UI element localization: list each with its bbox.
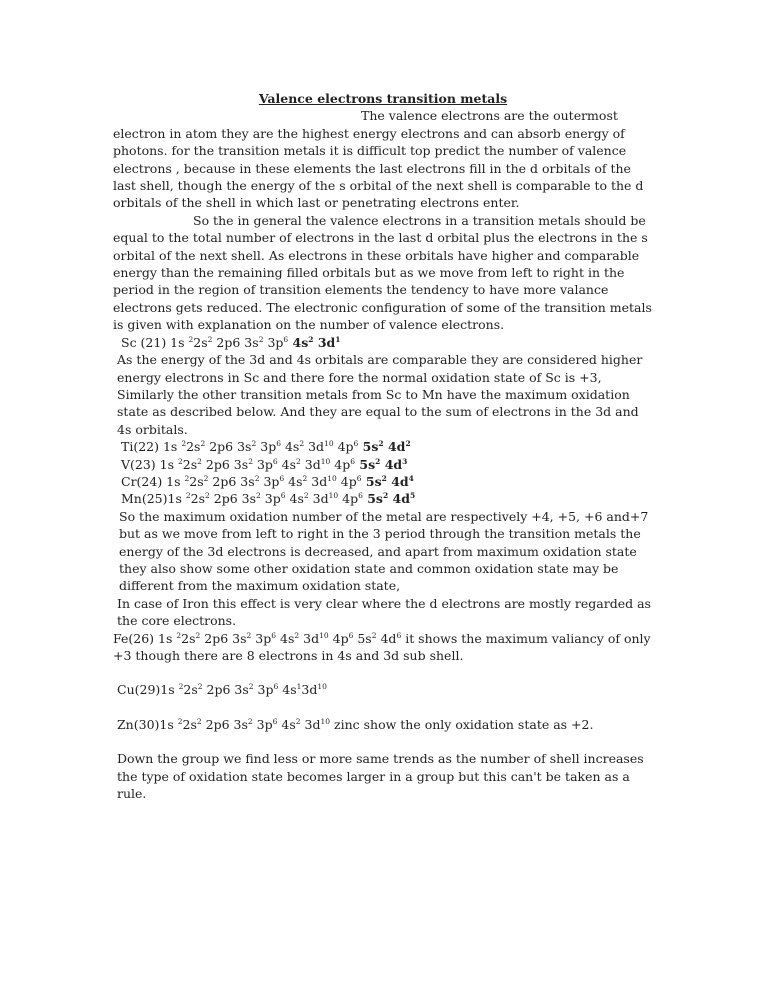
paragraph-sc-explanation: As the energy of the 3d and 4s orbitals are comparable they are considered higher energy electrons in Sc and there fore the normal oxidation state of Sc is +3, (117, 352, 643, 385)
config-zn: Zn(30)1s $^22s^2$ 2p6 $3s^2$ $3p^6$ $4s^2$ $3d^{10}$ zinc show the only oxidation state as +2. (117, 716, 594, 732)
paragraph-max-oxidation: So the maximum oxidation number of the metal are respectively +4, +5, +6 and+7 but as we move from left to right in the 3 period through the transition metals the energy of the 3d electrons is decreased, and apart from maximum oxidation state they also show some other oxidation state and common oxidation state may be different from the maximum oxidation state, (119, 508, 649, 594)
config-mn: Mn(25)1s $^22s^2$ 2p6 $3s^2$ $3p^6$ $4s^2$ $3d^{10}$ $4p^6$ $5s^2$ $4d^5$ (121, 491, 416, 507)
config-v: V(23) 1s $^22s^2$ 2p6 $3s^2$ $3p^6$ $4s^2$ $3d^{10}$ $4p^6$ $5s^2$ $4d^3$ (121, 456, 408, 472)
paragraph-similarly: Similarly the other transition metals from Sc to Mn have the maximum oxidation state as described below. And they are equal to the sum of electrons in the 3d and 4s orbitals. (117, 386, 639, 437)
document-title: Valence electrons transition metals (258, 91, 508, 106)
config-fe: Fe(26) 1s $^22s^2$ 2p6 $3s^2$ $3p^6$ $4s^2$ $3d^{10}$ $4p^6$ $5s^2$ $4d^6$ it shows the maximum valiancy of only +3 though there are 8 electrons in 4s and 3d sub shell. (113, 630, 651, 663)
config-ti: Ti(22) 1s $^22s^2$ 2p6 $3s^2$ $3p^6$ $4s^2$ $3d^{10}$ $4p^6$ $5s^2$ $4d^2$ (121, 439, 411, 455)
config-sc: Sc (21) 1s $^22s^2$ 2p6 $3s^2$ $3p^6$ $4s^2$ $3d^1$ (121, 334, 341, 350)
config-cu: Cu(29)1s $^22s^2$ 2p6 $3s^2$ $3p^6$ $4s^13d^{10}$ (117, 682, 327, 698)
paragraph-iron: In case of Iron this effect is very clear where the d electrons are mostly regarded as the core electrons. (117, 595, 651, 629)
document-page (113, 90, 653, 802)
paragraph-down-group: Down the group we find less or more same trends as the number of shell increases the type of oxidation state becomes larger in a group but this can't be taken as a rule. (117, 751, 644, 802)
config-cr: Cr(24) 1s $^22s^2$ 2p6 $3s^2$ $3p^6$ $4s^2$ $3d^{10}$ $4p^6$ $5s^2$ $4d^4$ (121, 473, 414, 489)
paragraph-general: So the in general the valence electrons in a transition metals should be equal to the total number of electrons in the last d orbital plus the electrons in the s orbital of the next shell. As electrons in these orbitals have higher and comparable energy than the remaining filled orbitals but as we move from left to right in the period in the region of transition elements the tendency to have more valance electrons gets reduced. The electronic configuration of some of the transition metals is given with explanation on the number of valence electrons. (113, 212, 652, 333)
paragraph-intro: The valence electrons are the outermost electron in atom they are the highest energy electrons and can absorb energy of photons. for the transition metals it is difficult top predict the number of valence electrons , because in these elements the last electrons fill in the d orbitals of the last shell, though the energy of the s orbital of the next shell is comparable to the d orbitals of the shell in which last or penetrating electrons enter. (113, 108, 644, 211)
